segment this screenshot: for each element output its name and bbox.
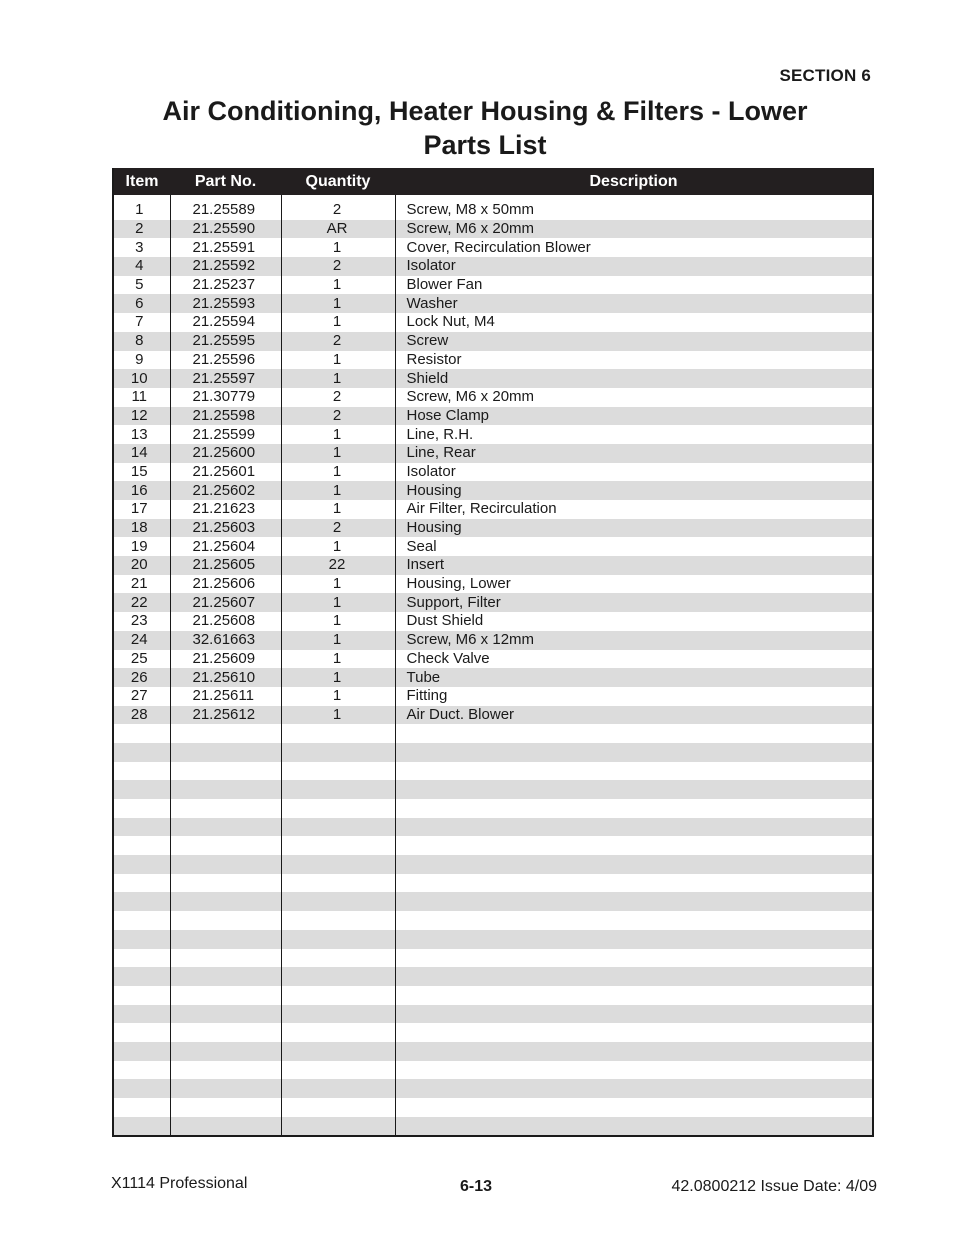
table-row — [113, 201, 873, 220]
cell-part: 21.25603 — [170, 519, 281, 538]
cell-part: 21.25602 — [170, 481, 281, 500]
cell-item — [113, 1117, 170, 1137]
cell-item — [113, 855, 170, 874]
cell-desc — [395, 799, 873, 818]
table-row — [113, 537, 873, 556]
cell-item — [113, 1005, 170, 1024]
page-title — [0, 94, 954, 162]
cell-part — [170, 743, 281, 762]
cell-part: 21.25590 — [170, 220, 281, 239]
cell-item: 12 — [113, 407, 170, 426]
cell-qty: 1 — [281, 444, 395, 463]
cell-item: 11 — [131, 388, 148, 406]
table-row — [113, 930, 873, 949]
cell-item: 14 — [113, 444, 170, 463]
cell-part: 21.25237 — [170, 276, 281, 295]
cell-desc: Screw, M6 x 20mm — [395, 220, 873, 239]
cell-part: 21.25596 — [170, 351, 281, 370]
cell-part: 21.25597 — [170, 369, 281, 388]
table-row — [113, 444, 873, 463]
cell-item — [113, 967, 170, 986]
table-row — [113, 463, 873, 482]
cell-part: 21.25589 — [170, 201, 281, 220]
cell-part — [170, 1079, 281, 1098]
column-header-item: Item — [113, 168, 170, 195]
cell-qty — [281, 949, 395, 968]
cell-desc — [395, 1079, 873, 1098]
cell-qty: 1 — [281, 631, 395, 650]
table-row — [113, 220, 873, 239]
cell-item — [113, 1061, 170, 1080]
cell-qty: 1 — [281, 650, 395, 669]
cell-qty — [281, 762, 395, 781]
cell-item: 1 — [135, 201, 144, 219]
column-header-description: Description — [395, 168, 873, 195]
cell-desc — [395, 930, 873, 949]
table-row — [113, 986, 873, 1005]
cell-part — [170, 911, 281, 930]
cell-part: 21.25608 — [170, 612, 281, 631]
table-row — [113, 313, 873, 332]
cell-item: 5 — [135, 276, 144, 294]
table-row — [113, 612, 873, 631]
cell-qty: 1 — [281, 537, 395, 556]
cell-desc — [395, 724, 873, 743]
cell-part: 21.25604 — [170, 537, 281, 556]
cell-qty: 1 — [281, 313, 395, 332]
cell-desc — [395, 780, 873, 799]
cell-qty — [281, 986, 395, 1005]
cell-qty — [281, 874, 395, 893]
cell-item: 17 — [130, 500, 148, 518]
cell-item: 27 — [130, 687, 148, 705]
cell-desc: Resistor — [395, 351, 873, 370]
cell-part: 21.25599 — [170, 425, 281, 444]
cell-desc: Cover, Recirculation Blower — [395, 238, 873, 257]
cell-part — [170, 892, 281, 911]
column-header-quantity: Quantity — [281, 168, 395, 195]
cell-qty — [281, 1098, 395, 1117]
cell-qty: 1 — [281, 500, 395, 519]
cell-part: 21.25592 — [170, 257, 281, 276]
cell-qty — [281, 855, 395, 874]
cell-qty — [281, 836, 395, 855]
cell-item: 4 — [113, 257, 170, 276]
table-row — [113, 276, 873, 295]
cell-qty: AR — [281, 220, 395, 239]
table-row — [113, 631, 873, 650]
table-row — [113, 519, 873, 538]
table-row — [113, 724, 873, 743]
cell-item — [113, 836, 170, 855]
cell-part: 21.25606 — [170, 575, 281, 594]
table-row — [113, 593, 873, 612]
cell-part: 21.25595 — [170, 332, 281, 351]
cell-item: 7 — [135, 313, 144, 331]
cell-desc: Isolator — [395, 257, 873, 276]
cell-desc: Screw, M6 x 12mm — [395, 631, 873, 650]
cell-part: 21.30779 — [170, 388, 281, 407]
cell-part — [170, 799, 281, 818]
cell-desc — [395, 818, 873, 837]
table-row — [113, 818, 873, 837]
cell-item — [113, 986, 170, 1005]
table-row — [113, 1023, 873, 1042]
cell-qty — [281, 911, 395, 930]
cell-desc — [395, 874, 873, 893]
cell-item: 24 — [113, 631, 170, 650]
cell-item: 6 — [113, 294, 170, 313]
cell-qty — [281, 743, 395, 762]
footer-issue-date: 42.0800212 Issue Date: 4/09 — [671, 1178, 877, 1195]
table-row — [113, 780, 873, 799]
cell-part: 21.25612 — [170, 706, 281, 725]
table-row — [113, 967, 873, 986]
table-row — [113, 874, 873, 893]
cell-part — [170, 818, 281, 837]
cell-part — [170, 724, 281, 743]
cell-desc — [395, 1098, 873, 1117]
table-row — [113, 294, 873, 313]
cell-item: 25 — [130, 649, 148, 667]
cell-part — [170, 836, 281, 855]
column-header-part-no: Part No. — [170, 168, 281, 195]
cell-item: 8 — [113, 332, 170, 351]
cell-item — [113, 874, 170, 893]
parts-table-body — [113, 195, 873, 1136]
cell-item: 28 — [113, 706, 170, 725]
cell-item: 20 — [113, 556, 170, 575]
cell-qty — [281, 1023, 395, 1042]
cell-desc: Line, R.H. — [395, 425, 873, 444]
title-line-2: Parts List — [423, 130, 547, 160]
cell-desc: Lock Nut, M4 — [395, 313, 873, 332]
cell-qty: 22 — [281, 556, 395, 575]
cell-item — [113, 799, 170, 818]
cell-item: 23 — [130, 612, 148, 630]
cell-item: 26 — [113, 668, 170, 687]
table-row — [113, 949, 873, 968]
cell-item: 9 — [135, 350, 144, 368]
cell-desc: Insert — [395, 556, 873, 575]
cell-desc: Blower Fan — [395, 276, 873, 295]
cell-desc — [395, 949, 873, 968]
cell-qty: 1 — [281, 351, 395, 370]
cell-qty: 1 — [281, 687, 395, 706]
cell-part — [170, 780, 281, 799]
table-row — [113, 351, 873, 370]
cell-part: 21.25605 — [170, 556, 281, 575]
cell-item: 18 — [113, 519, 170, 538]
cell-part — [170, 1061, 281, 1080]
cell-qty: 1 — [281, 706, 395, 725]
cell-item: 22 — [113, 593, 170, 612]
cell-item — [113, 818, 170, 837]
cell-part — [170, 874, 281, 893]
cell-desc — [395, 892, 873, 911]
cell-qty: 2 — [281, 519, 395, 538]
table-row — [113, 799, 873, 818]
table-row — [113, 892, 873, 911]
cell-desc — [395, 911, 873, 930]
cell-desc: Hose Clamp — [395, 407, 873, 426]
cell-qty: 1 — [281, 575, 395, 594]
cell-part: 21.25591 — [170, 238, 281, 257]
cell-qty: 1 — [281, 668, 395, 687]
cell-item — [113, 724, 170, 743]
cell-item: 16 — [113, 481, 170, 500]
table-row — [113, 911, 873, 930]
cell-qty: 2 — [281, 201, 395, 220]
table-row — [113, 575, 873, 594]
cell-desc — [395, 967, 873, 986]
table-row — [113, 388, 873, 407]
cell-part: 21.25607 — [170, 593, 281, 612]
cell-item — [113, 949, 170, 968]
cell-desc — [395, 1061, 873, 1080]
cell-part — [170, 762, 281, 781]
cell-item — [113, 762, 170, 781]
cell-desc: Housing — [395, 519, 873, 538]
cell-qty: 1 — [281, 463, 395, 482]
table-row — [113, 1117, 873, 1137]
cell-qty — [281, 967, 395, 986]
cell-item: 19 — [130, 537, 148, 555]
cell-qty — [281, 780, 395, 799]
cell-desc: Support, Filter — [395, 593, 873, 612]
cell-desc: Air Filter, Recirculation — [395, 500, 873, 519]
cell-desc: Screw — [395, 332, 873, 351]
table-row — [113, 1005, 873, 1024]
table-row — [113, 762, 873, 781]
cell-part — [170, 986, 281, 1005]
cell-part — [170, 1042, 281, 1061]
cell-desc: Check Valve — [395, 650, 873, 669]
cell-item — [113, 743, 170, 762]
cell-item — [113, 892, 170, 911]
cell-qty — [281, 818, 395, 837]
parts-table — [112, 168, 874, 1137]
cell-desc — [395, 762, 873, 781]
footer-model: X1114 Professional — [111, 1175, 248, 1192]
cell-desc: Air Duct. Blower — [395, 706, 873, 725]
cell-desc: Seal — [395, 537, 873, 556]
cell-item: 15 — [130, 462, 148, 480]
cell-qty: 1 — [281, 369, 395, 388]
cell-desc: Tube — [395, 668, 873, 687]
table-row — [113, 1079, 873, 1098]
cell-part — [170, 1005, 281, 1024]
cell-part: 21.25594 — [170, 313, 281, 332]
cell-item — [113, 911, 170, 930]
cell-qty: 2 — [281, 388, 395, 407]
cell-desc — [395, 1005, 873, 1024]
cell-desc: Line, Rear — [395, 444, 873, 463]
table-row — [113, 650, 873, 669]
cell-qty — [281, 799, 395, 818]
cell-qty: 1 — [281, 481, 395, 500]
table-row — [113, 481, 873, 500]
cell-part: 21.25601 — [170, 463, 281, 482]
cell-qty: 1 — [281, 425, 395, 444]
table-row — [113, 407, 873, 426]
table-row — [113, 556, 873, 575]
cell-desc: Housing, Lower — [395, 575, 873, 594]
table-row — [113, 1098, 873, 1117]
cell-part — [170, 855, 281, 874]
cell-item: 10 — [113, 369, 170, 388]
table-row — [113, 500, 873, 519]
cell-qty: 1 — [281, 612, 395, 631]
table-row — [113, 668, 873, 687]
footer-page-number: 6-13 — [460, 1178, 493, 1195]
cell-part — [170, 930, 281, 949]
cell-part: 21.21623 — [170, 500, 281, 519]
cell-part — [170, 1098, 281, 1117]
cell-qty: 2 — [281, 332, 395, 351]
cell-desc: Housing — [395, 481, 873, 500]
cell-part: 21.25600 — [170, 444, 281, 463]
cell-item — [113, 930, 170, 949]
table-row — [113, 257, 873, 276]
cell-qty: 2 — [281, 407, 395, 426]
table-row — [113, 425, 873, 444]
cell-desc: Fitting — [395, 687, 873, 706]
cell-part — [170, 967, 281, 986]
cell-qty — [281, 1061, 395, 1080]
cell-qty: 1 — [281, 294, 395, 313]
table-row — [113, 855, 873, 874]
cell-part — [170, 1023, 281, 1042]
cell-part — [170, 949, 281, 968]
cell-item — [113, 1042, 170, 1061]
table-row — [113, 1042, 873, 1061]
cell-qty — [281, 1042, 395, 1061]
cell-desc — [395, 986, 873, 1005]
cell-desc — [395, 1023, 873, 1042]
cell-qty — [281, 1117, 395, 1137]
section-label: SECTION 6 — [779, 66, 871, 85]
cell-qty — [281, 1005, 395, 1024]
cell-desc — [395, 1042, 873, 1061]
cell-qty — [281, 892, 395, 911]
cell-item: 2 — [113, 220, 170, 239]
title-line-1: Air Conditioning, Heater Housing & Filters - Lower — [162, 96, 808, 126]
cell-desc — [395, 855, 873, 874]
cell-qty: 1 — [281, 276, 395, 295]
cell-qty: 1 — [281, 238, 395, 257]
table-row — [113, 238, 873, 257]
cell-qty: 2 — [281, 257, 395, 276]
cell-part: 21.25593 — [170, 294, 281, 313]
table-row — [113, 332, 873, 351]
cell-item — [113, 1098, 170, 1117]
cell-part: 32.61663 — [170, 631, 281, 650]
cell-qty — [281, 930, 395, 949]
cell-desc: Isolator — [395, 463, 873, 482]
cell-desc: Shield — [395, 369, 873, 388]
cell-item — [113, 1023, 170, 1042]
table-row — [113, 687, 873, 706]
cell-item — [113, 780, 170, 799]
cell-part: 21.25610 — [170, 668, 281, 687]
cell-qty — [281, 1079, 395, 1098]
cell-part: 21.25598 — [170, 407, 281, 426]
cell-desc: Screw, M8 x 50mm — [395, 201, 873, 220]
cell-desc — [395, 836, 873, 855]
cell-item: 13 — [130, 425, 148, 443]
cell-desc: Screw, M6 x 20mm — [395, 388, 873, 407]
table-row — [113, 836, 873, 855]
table-header-row — [113, 168, 873, 195]
cell-desc: Dust Shield — [395, 612, 873, 631]
cell-item: 21 — [130, 575, 148, 593]
cell-desc: Washer — [395, 294, 873, 313]
cell-item: 3 — [135, 238, 144, 256]
cell-item — [113, 1079, 170, 1098]
table-row — [113, 1061, 873, 1080]
cell-part: 21.25611 — [170, 687, 281, 706]
cell-qty — [281, 724, 395, 743]
cell-desc — [395, 1117, 873, 1137]
cell-qty: 1 — [281, 593, 395, 612]
table-row — [113, 369, 873, 388]
table-row — [113, 743, 873, 762]
cell-desc — [395, 743, 873, 762]
cell-part: 21.25609 — [170, 650, 281, 669]
cell-part — [170, 1117, 281, 1137]
table-row — [113, 706, 873, 725]
